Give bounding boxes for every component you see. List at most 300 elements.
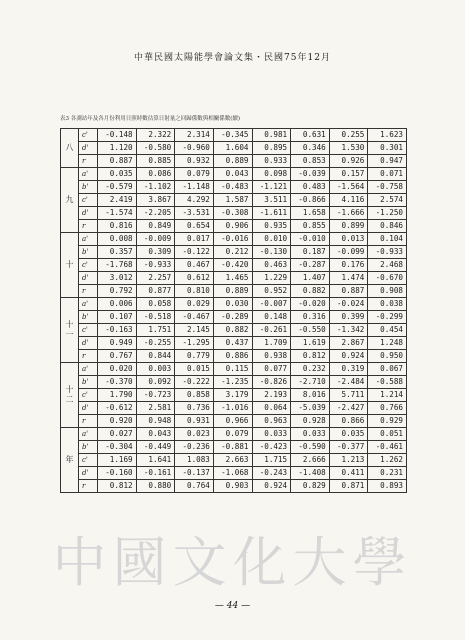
value-cell: 0.437 (213, 337, 252, 350)
value-cell: 0.877 (136, 285, 175, 298)
value-cell: 1.751 (136, 324, 175, 337)
value-cell: 3.511 (252, 194, 291, 207)
value-cell: 0.935 (252, 220, 291, 233)
value-cell: -1.295 (175, 337, 214, 350)
value-cell: -5.039 (291, 402, 330, 415)
coefficient-label: b' (79, 181, 98, 194)
value-cell: 2.666 (291, 454, 330, 467)
coefficient-label: a' (79, 363, 98, 376)
table-row (61, 467, 407, 480)
value-cell: 0.033 (252, 428, 291, 441)
value-cell: 1.790 (98, 389, 137, 402)
value-cell: 0.932 (175, 155, 214, 168)
value-cell: 0.098 (252, 168, 291, 181)
month-label-char: 八 (65, 143, 74, 152)
value-cell: 0.463 (252, 259, 291, 272)
value-cell: 0.058 (136, 298, 175, 311)
value-cell: -0.826 (252, 376, 291, 389)
value-cell: -0.148 (98, 129, 137, 142)
value-cell: -0.287 (291, 259, 330, 272)
value-cell: 0.003 (136, 363, 175, 376)
coefficient-label: a' (79, 428, 98, 441)
coefficient-label: a' (79, 233, 98, 246)
value-cell: 2.322 (136, 129, 175, 142)
value-cell: 1.623 (368, 129, 407, 142)
value-cell: 0.107 (98, 311, 137, 324)
table-row (61, 454, 407, 467)
value-cell: -1.250 (368, 207, 407, 220)
regression-coefficient-table (60, 128, 407, 493)
value-cell: 0.887 (98, 155, 137, 168)
value-cell: 0.810 (175, 285, 214, 298)
value-cell: 0.933 (252, 155, 291, 168)
value-cell: 0.882 (291, 285, 330, 298)
value-cell: 5.711 (329, 389, 368, 402)
value-cell: -0.016 (213, 233, 252, 246)
value-cell: -1.102 (136, 181, 175, 194)
value-cell: -1.666 (329, 207, 368, 220)
value-cell: 0.176 (329, 259, 368, 272)
table-row (61, 168, 407, 181)
value-cell: 0.092 (136, 376, 175, 389)
value-cell: 0.015 (175, 363, 214, 376)
value-cell: 0.148 (252, 311, 291, 324)
value-cell: 0.006 (98, 298, 137, 311)
value-cell: -0.588 (368, 376, 407, 389)
coefficient-label: r (79, 220, 98, 233)
value-cell: 1.619 (291, 337, 330, 350)
watermark-text: 中國文化大學 (52, 531, 413, 594)
value-cell: 8.016 (291, 389, 330, 402)
value-cell: -0.163 (98, 324, 137, 337)
month-label-char: 十 (65, 260, 74, 269)
value-cell: 0.301 (368, 142, 407, 155)
table-row (61, 337, 407, 350)
value-cell: -2.427 (329, 402, 368, 415)
value-cell: 2.574 (368, 194, 407, 207)
value-cell: -0.236 (175, 441, 214, 454)
table-row (61, 220, 407, 233)
value-cell: -1.148 (175, 181, 214, 194)
value-cell: 1.229 (252, 272, 291, 285)
value-cell: 3.867 (136, 194, 175, 207)
value-cell: -1.016 (213, 402, 252, 415)
table-row (61, 480, 407, 493)
value-cell: -0.467 (175, 311, 214, 324)
table-row (61, 259, 407, 272)
table-row (61, 389, 407, 402)
value-cell: -0.670 (368, 272, 407, 285)
coefficient-label: a' (79, 298, 98, 311)
coefficient-label: d' (79, 467, 98, 480)
value-cell: 0.232 (291, 363, 330, 376)
value-cell: 0.887 (329, 285, 368, 298)
value-cell: 1.604 (213, 142, 252, 155)
coefficient-label: d' (79, 142, 98, 155)
value-cell: 2.193 (252, 389, 291, 402)
page-number: — 44 — (214, 601, 251, 611)
value-cell: -0.345 (213, 129, 252, 142)
value-cell: -0.960 (175, 142, 214, 155)
value-cell: 0.952 (252, 285, 291, 298)
value-cell: -0.518 (136, 311, 175, 324)
table-row (61, 402, 407, 415)
value-cell: 1.262 (368, 454, 407, 467)
page-header: 中華民國太陽能學會論文集・民國75年12月 (134, 53, 331, 63)
value-cell: 0.880 (136, 480, 175, 493)
value-cell: 0.346 (291, 142, 330, 155)
value-cell: 1.709 (252, 337, 291, 350)
table-row (61, 415, 407, 428)
value-cell: 0.612 (175, 272, 214, 285)
table-row (61, 363, 407, 376)
coefficient-label: d' (79, 272, 98, 285)
table-row (61, 324, 407, 337)
value-cell: 0.931 (175, 415, 214, 428)
value-cell: 4.292 (175, 194, 214, 207)
table-row (61, 207, 407, 220)
value-cell: -1.408 (291, 467, 330, 480)
value-cell: 1.214 (368, 389, 407, 402)
value-cell: -0.099 (329, 246, 368, 259)
value-cell: 0.187 (291, 246, 330, 259)
value-cell: 1.407 (291, 272, 330, 285)
value-cell: 0.889 (213, 285, 252, 298)
value-cell: 0.853 (291, 155, 330, 168)
value-cell: 2.468 (368, 259, 407, 272)
value-cell: -0.161 (136, 467, 175, 480)
coefficient-label: d' (79, 402, 98, 415)
value-cell: 0.947 (368, 155, 407, 168)
coefficient-label: r (79, 155, 98, 168)
value-cell: 1.474 (329, 272, 368, 285)
value-cell: -0.137 (175, 467, 214, 480)
month-group-label (61, 168, 79, 233)
value-cell: 0.157 (329, 168, 368, 181)
value-cell: 0.231 (368, 467, 407, 480)
value-cell: 0.483 (291, 181, 330, 194)
value-cell: -0.933 (368, 246, 407, 259)
value-cell: 0.899 (329, 220, 368, 233)
value-cell: -0.758 (368, 181, 407, 194)
value-cell: 0.792 (98, 285, 137, 298)
table-row (61, 441, 407, 454)
value-cell: -3.531 (175, 207, 214, 220)
value-cell: 0.948 (136, 415, 175, 428)
value-cell: -0.461 (368, 441, 407, 454)
value-cell: 0.023 (175, 428, 214, 441)
value-cell: -1.768 (98, 259, 137, 272)
value-cell: 0.766 (368, 402, 407, 415)
month-label-char: 十 (65, 385, 74, 394)
coefficient-label: c' (79, 194, 98, 207)
value-cell: 0.812 (98, 480, 137, 493)
table-row (61, 298, 407, 311)
value-cell: -0.020 (291, 298, 330, 311)
value-cell: -2.710 (291, 376, 330, 389)
month-label-char: 年 (65, 455, 74, 464)
value-cell: -0.255 (136, 337, 175, 350)
table-row (61, 311, 407, 324)
coefficient-label: a' (79, 168, 98, 181)
coefficient-label: r (79, 350, 98, 363)
value-cell: 0.035 (329, 428, 368, 441)
value-cell: -0.308 (213, 207, 252, 220)
value-cell: -0.590 (291, 441, 330, 454)
value-cell: -0.449 (136, 441, 175, 454)
value-cell: 0.882 (213, 324, 252, 337)
value-cell: 0.949 (98, 337, 137, 350)
value-cell: 0.043 (213, 168, 252, 181)
month-group-label (61, 233, 79, 298)
value-cell: 0.654 (175, 220, 214, 233)
value-cell: 0.043 (136, 428, 175, 441)
value-cell: 0.010 (252, 233, 291, 246)
month-label-char: 二 (65, 395, 74, 404)
value-cell: 0.399 (329, 311, 368, 324)
value-cell: 1.641 (136, 454, 175, 467)
value-cell: -0.010 (291, 233, 330, 246)
value-cell: -1.235 (213, 376, 252, 389)
coefficient-label: b' (79, 376, 98, 389)
table-row (61, 428, 407, 441)
table-row (61, 376, 407, 389)
coefficient-label: c' (79, 324, 98, 337)
value-cell: 0.829 (291, 480, 330, 493)
value-cell: 0.086 (136, 168, 175, 181)
value-cell: 0.319 (329, 363, 368, 376)
month-label-char: 九 (65, 195, 74, 204)
table-row (61, 194, 407, 207)
value-cell: -0.866 (291, 194, 330, 207)
value-cell: 0.885 (136, 155, 175, 168)
value-cell: 0.631 (291, 129, 330, 142)
value-cell: 0.893 (368, 480, 407, 493)
value-cell: 0.030 (213, 298, 252, 311)
value-cell: 0.357 (98, 246, 137, 259)
value-cell: 1.169 (98, 454, 137, 467)
value-cell: 2.314 (175, 129, 214, 142)
value-cell: 0.008 (98, 233, 137, 246)
value-cell: -1.068 (213, 467, 252, 480)
value-cell: 0.855 (291, 220, 330, 233)
value-cell: 0.079 (175, 168, 214, 181)
value-cell: 1.248 (368, 337, 407, 350)
month-group-label (61, 129, 79, 168)
coefficient-label: d' (79, 337, 98, 350)
value-cell: 0.908 (368, 285, 407, 298)
coefficient-label: c' (79, 259, 98, 272)
value-cell: 0.020 (98, 363, 137, 376)
value-cell: 0.963 (252, 415, 291, 428)
table-row (61, 155, 407, 168)
value-cell: 0.212 (213, 246, 252, 259)
value-cell: 0.316 (291, 311, 330, 324)
table-row (61, 233, 407, 246)
table-row (61, 350, 407, 363)
month-group-label (61, 298, 79, 363)
table-row (61, 181, 407, 194)
value-cell: 0.038 (368, 298, 407, 311)
value-cell: 0.929 (368, 415, 407, 428)
value-cell: -1.574 (98, 207, 137, 220)
value-cell: 1.465 (213, 272, 252, 285)
month-group-label (61, 428, 79, 493)
value-cell: 0.454 (368, 324, 407, 337)
value-cell: -2.205 (136, 207, 175, 220)
month-label-char: 十 (65, 320, 74, 329)
coefficient-label: c' (79, 454, 98, 467)
value-cell: 0.309 (136, 246, 175, 259)
value-cell: -0.483 (213, 181, 252, 194)
value-cell: -0.370 (98, 376, 137, 389)
value-cell: -0.009 (136, 233, 175, 246)
value-cell: -0.579 (98, 181, 137, 194)
value-cell: 0.013 (329, 233, 368, 246)
value-cell: 0.255 (329, 129, 368, 142)
table-caption: 表3 各測站年及各月份利用日照時數估算日射量之回歸係數與相關係數(續) (60, 116, 241, 122)
month-label-char: 一 (65, 330, 74, 339)
table-row (61, 246, 407, 259)
value-cell: 0.077 (252, 363, 291, 376)
value-cell: 0.858 (175, 389, 214, 402)
value-cell: 0.938 (252, 350, 291, 363)
value-cell: 0.816 (98, 220, 137, 233)
value-cell: 1.715 (252, 454, 291, 467)
value-cell: 0.906 (213, 220, 252, 233)
value-cell: -0.122 (175, 246, 214, 259)
value-cell: 0.067 (368, 363, 407, 376)
value-cell: 0.926 (329, 155, 368, 168)
value-cell: -1.611 (252, 207, 291, 220)
table-body (61, 129, 407, 493)
value-cell: 0.849 (136, 220, 175, 233)
value-cell: 1.083 (175, 454, 214, 467)
value-cell: 0.981 (252, 129, 291, 142)
value-cell: 0.966 (213, 415, 252, 428)
value-cell: 0.928 (291, 415, 330, 428)
value-cell: 0.051 (368, 428, 407, 441)
value-cell: -0.550 (291, 324, 330, 337)
value-cell: -0.723 (136, 389, 175, 402)
value-cell: -0.007 (252, 298, 291, 311)
coefficient-label: b' (79, 246, 98, 259)
value-cell: 0.903 (213, 480, 252, 493)
value-cell: -0.261 (252, 324, 291, 337)
value-cell: 3.012 (98, 272, 137, 285)
value-cell: -0.243 (252, 467, 291, 480)
value-cell: 0.079 (213, 428, 252, 441)
value-cell: 0.029 (175, 298, 214, 311)
value-cell: 0.104 (368, 233, 407, 246)
month-group-label (61, 363, 79, 428)
coefficient-label: d' (79, 207, 98, 220)
coefficient-label: b' (79, 311, 98, 324)
value-cell: 0.844 (136, 350, 175, 363)
value-cell: 1.120 (98, 142, 137, 155)
coefficient-label: b' (79, 441, 98, 454)
value-cell: 0.767 (98, 350, 137, 363)
value-cell: 0.017 (175, 233, 214, 246)
value-cell: 3.179 (213, 389, 252, 402)
value-cell: -0.039 (291, 168, 330, 181)
value-cell: -2.484 (329, 376, 368, 389)
value-cell: 0.736 (175, 402, 214, 415)
value-cell: -0.299 (368, 311, 407, 324)
value-cell: 0.035 (98, 168, 137, 181)
value-cell: -0.423 (252, 441, 291, 454)
value-cell: 2.867 (329, 337, 368, 350)
table-row (61, 272, 407, 285)
value-cell: 0.064 (252, 402, 291, 415)
coefficient-label: r (79, 415, 98, 428)
coefficient-label: c' (79, 389, 98, 402)
value-cell: 0.871 (329, 480, 368, 493)
value-cell: 2.419 (98, 194, 137, 207)
value-cell: 0.033 (291, 428, 330, 441)
value-cell: 4.116 (329, 194, 368, 207)
value-cell: -0.377 (329, 441, 368, 454)
value-cell: -0.289 (213, 311, 252, 324)
value-cell: 0.115 (213, 363, 252, 376)
value-cell: -0.024 (329, 298, 368, 311)
value-cell: 2.257 (136, 272, 175, 285)
value-cell: 0.920 (98, 415, 137, 428)
value-cell: 1.658 (291, 207, 330, 220)
value-cell: 0.846 (368, 220, 407, 233)
value-cell: -1.121 (252, 181, 291, 194)
value-cell: 0.764 (175, 480, 214, 493)
value-cell: 0.924 (329, 350, 368, 363)
value-cell: -0.130 (252, 246, 291, 259)
value-cell: 1.587 (213, 194, 252, 207)
value-cell: 1.530 (329, 142, 368, 155)
coefficient-label: r (79, 285, 98, 298)
value-cell: 0.924 (252, 480, 291, 493)
value-cell: 0.950 (368, 350, 407, 363)
value-cell: 0.886 (213, 350, 252, 363)
value-cell: -0.160 (98, 467, 137, 480)
value-cell: 1.213 (329, 454, 368, 467)
value-cell: -0.933 (136, 259, 175, 272)
value-cell: 2.663 (213, 454, 252, 467)
table-row (61, 129, 407, 142)
value-cell: -0.612 (98, 402, 137, 415)
value-cell: 0.895 (252, 142, 291, 155)
value-cell: -0.222 (175, 376, 214, 389)
value-cell: -0.304 (98, 441, 137, 454)
coefficient-label: c' (79, 129, 98, 142)
value-cell: 2.145 (175, 324, 214, 337)
value-cell: 0.812 (291, 350, 330, 363)
value-cell: 0.411 (329, 467, 368, 480)
value-cell: 0.779 (175, 350, 214, 363)
value-cell: 2.581 (136, 402, 175, 415)
value-cell: 0.866 (329, 415, 368, 428)
value-cell: -0.881 (213, 441, 252, 454)
value-cell: 0.071 (368, 168, 407, 181)
value-cell: 0.027 (98, 428, 137, 441)
value-cell: -0.580 (136, 142, 175, 155)
value-cell: 0.889 (213, 155, 252, 168)
value-cell: -1.342 (329, 324, 368, 337)
value-cell: 0.467 (175, 259, 214, 272)
coefficient-label: r (79, 480, 98, 493)
value-cell: -0.420 (213, 259, 252, 272)
table-row (61, 142, 407, 155)
table-row (61, 285, 407, 298)
value-cell: -1.564 (329, 181, 368, 194)
